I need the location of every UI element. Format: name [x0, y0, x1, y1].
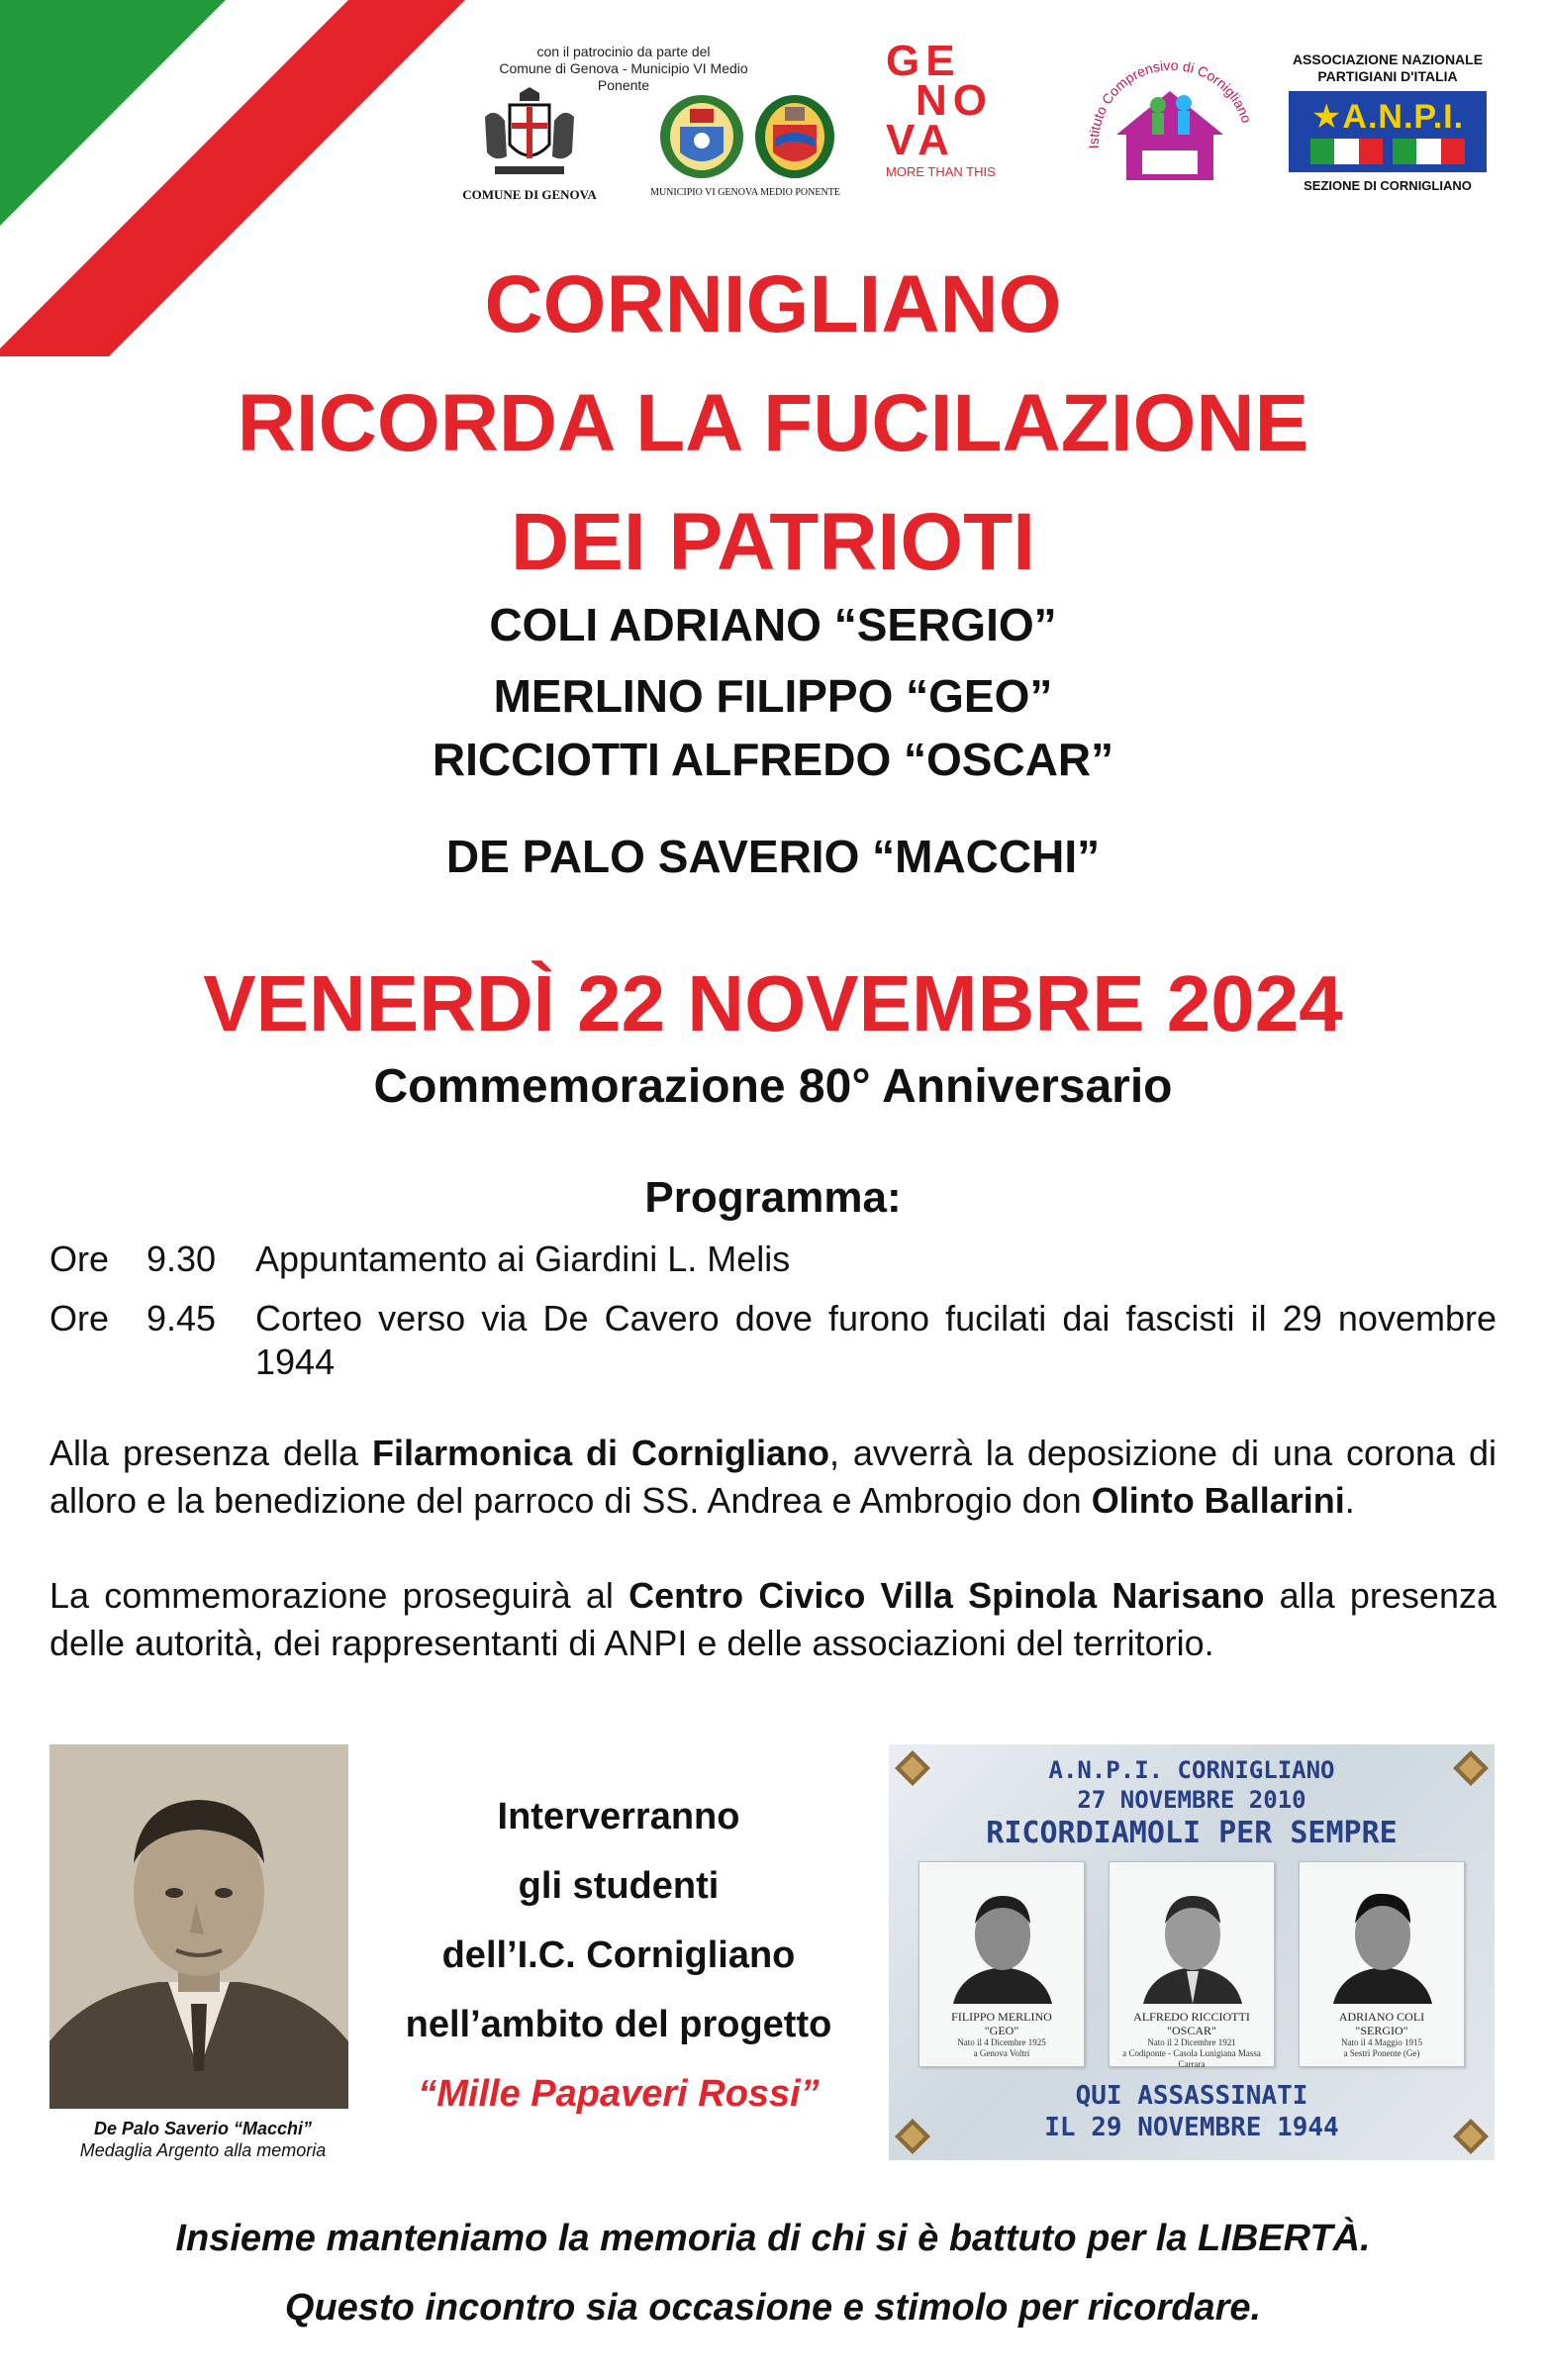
- comune-genova-logo: [445, 87, 614, 203]
- body-paragraph-2: [49, 1572, 1497, 1667]
- plaque-tile-name: FILIPPO MERLINO: [951, 2010, 1052, 2024]
- plaque-portrait-icon: [1323, 1880, 1442, 2004]
- plaque-line-3: RICORDIAMOLI PER SEMPRE: [986, 1816, 1398, 1850]
- municipio-crests-icon: [646, 87, 844, 182]
- body-text-span: .: [1344, 1480, 1355, 1521]
- plaque-tile-birth-date: Nato il 4 Dicembre 1925: [957, 2037, 1046, 2047]
- footer-line-2: Questo incontro sia occasione e stimolo per ricordare.: [284, 2287, 1262, 2329]
- title-line-1: CORNIGLIANO: [484, 259, 1062, 349]
- plaque-tile-birth-place: a Sestri Ponente (Ge): [1343, 2048, 1420, 2058]
- anpi-flag-stripes: [1310, 139, 1465, 164]
- body-text-span: Alla presenza della: [49, 1433, 373, 1473]
- patriot-name: DE PALO SAVERIO “MACCHI”: [445, 831, 1101, 882]
- event-date: VENERDÌ 22 NOVEMBRE 2024: [203, 959, 1343, 1047]
- students-line: nell’ambito del progetto: [405, 2004, 832, 2045]
- plaque-tile-nickname: "OSCAR": [1167, 2024, 1216, 2037]
- program-ore-label: Ore: [49, 1239, 110, 1279]
- comune-caption: COMUNE DI GENOVA: [462, 187, 597, 202]
- plaque-tile-birth: [1304, 2037, 1460, 2059]
- portrait-caption-medal: Medaglia Argento alla memoria: [79, 2140, 327, 2160]
- anpi-logo: [1289, 51, 1487, 193]
- filarmonica-name: Filarmonica di Cornigliano: [372, 1433, 829, 1473]
- title-line-3: DEI PATRIOTI: [511, 497, 1035, 587]
- patriot-name: COLI ADRIANO “SERGIO”: [489, 599, 1057, 650]
- program-time: 9.45: [146, 1298, 217, 1339]
- patriot-name: MERLINO FILIPPO “GEO”: [493, 670, 1053, 722]
- school-logo-text: Istituto Comprensivo di Cornigliano: [1087, 56, 1255, 149]
- plaque-tile-birth-place: a Genova Voltri: [973, 2048, 1030, 2058]
- priest-name: Olinto Ballarini: [1091, 1480, 1345, 1521]
- plaque-bottom-line-2: IL 29 NOVEMBRE 1944: [1044, 2113, 1339, 2142]
- plaque-tile-birth-place: a Codiponte - Casola Lunigiana Massa Carrara: [1122, 2048, 1261, 2069]
- plaque-portrait-tile: [1299, 1861, 1465, 2067]
- project-name: “Mille Papaveri Rossi”: [418, 2073, 820, 2115]
- plaque-line-2: 27 NOVEMBRE 2010: [1077, 1786, 1306, 1814]
- students-line: Interverranno: [497, 1796, 740, 1837]
- patronage-line-2: Comune di Genova - Municipio VI Medio Ponente: [499, 60, 748, 93]
- memorial-plaque-photo: [889, 1744, 1495, 2160]
- comune-crest-icon: [475, 87, 584, 182]
- plaque-portrait-tile: [1109, 1861, 1275, 2067]
- program-description: Appuntamento ai Giardini L. Melis: [255, 1239, 791, 1279]
- centro-civico-name: Centro Civico Villa Spinola Narisano: [628, 1575, 1265, 1616]
- portrait-photo: [49, 1744, 348, 2109]
- anpi-top-line-2: PARTIGIANI D'ITALIA: [1317, 68, 1458, 84]
- patronage-line-1: con il patrocinio da parte del: [536, 44, 711, 59]
- body-text-span: alla presenza delle autorità, dei rappresentanti di ANPI e delle associazioni del territorio.: [49, 1575, 1497, 1663]
- title-line-2: RICORDA LA FUCILAZIONE: [237, 378, 1309, 468]
- school-house-icon: [1087, 40, 1255, 188]
- program-description: Corteo verso via De Cavero dove furono fucilati dai fascisti il 29 novembre 1944: [255, 1298, 1497, 1382]
- plaque-portrait-tile: [918, 1861, 1085, 2067]
- plaque-portrait-icon: [1133, 1880, 1252, 2004]
- anpi-badge: [1289, 91, 1487, 172]
- event-subtitle: Commemorazione 80° Anniversario: [373, 1060, 1173, 1113]
- anpi-badge-text: ★A.N.P.I.: [1310, 98, 1465, 136]
- program-heading: Programma:: [644, 1173, 902, 1222]
- school-logo: [1087, 40, 1255, 188]
- patriot-name: RICCIOTTI ALFREDO “OSCAR”: [432, 734, 1114, 785]
- program-ore-label: Ore: [49, 1298, 110, 1339]
- body-text-span: , avverrà la deposizione di una corona di alloro e la benedizione del parroco di SS. Andrea e Ambrogio don: [49, 1433, 1497, 1521]
- footer-line-1: Insieme manteniamo la memoria di chi si è battuto per la LIBERTÀ.: [175, 2218, 1371, 2259]
- plaque-tile-birth: [1113, 2037, 1270, 2070]
- plaque-tile-birth-date: Nato il 4 Maggio 1915: [1341, 2037, 1422, 2047]
- body-text-span: La commemorazione proseguirà al: [49, 1575, 629, 1616]
- municipio-logo: [631, 87, 859, 198]
- portrait-man-icon: [49, 1744, 348, 2109]
- anpi-top-line-1: ASSOCIAZIONE NAZIONALE: [1292, 51, 1484, 67]
- plaque-tile-birth-date: Nato il 2 Dicembre 1921: [1147, 2037, 1236, 2047]
- students-line: dell’I.C. Cornigliano: [441, 1934, 796, 1976]
- genova-more-than-this-logo: [886, 37, 1024, 190]
- students-announcement: [356, 1782, 881, 2129]
- plaque-tile-name: ALFREDO RICCIOTTI: [1133, 2010, 1250, 2024]
- municipio-caption: MUNICIPIO VI GENOVA MEDIO PONENTE: [650, 187, 840, 198]
- genova-logo-line-2: NO: [916, 76, 993, 125]
- plaque-tile-name: ADRIANO COLI: [1338, 2010, 1425, 2024]
- genova-logo-line-1: GE: [886, 37, 961, 85]
- portrait-caption-name: De Palo Saverio “Macchi”: [93, 2119, 313, 2138]
- students-line: gli studenti: [518, 1865, 720, 1907]
- plaque-tile-nickname: "GEO": [984, 2024, 1019, 2037]
- genova-tagline: MORE THAN THIS: [886, 164, 996, 179]
- plaque-line-1: A.N.P.I. CORNIGLIANO: [1048, 1756, 1335, 1784]
- plaque-tile-birth: [923, 2037, 1080, 2059]
- plaque-bottom-line-1: QUI ASSASSINATI: [1075, 2081, 1308, 2111]
- program-time: 9.30: [146, 1239, 217, 1279]
- plaque-tile-nickname: "SERGIO": [1355, 2024, 1408, 2037]
- anpi-bottom-line: SEZIONE DI CORNIGLIANO: [1304, 178, 1472, 193]
- anpi-badge-label: A.N.P.I.: [1342, 98, 1465, 136]
- plaque-portrait-icon: [943, 1880, 1062, 2004]
- genova-logo-line-3: VA: [886, 116, 955, 164]
- body-paragraph-1: [49, 1430, 1497, 1525]
